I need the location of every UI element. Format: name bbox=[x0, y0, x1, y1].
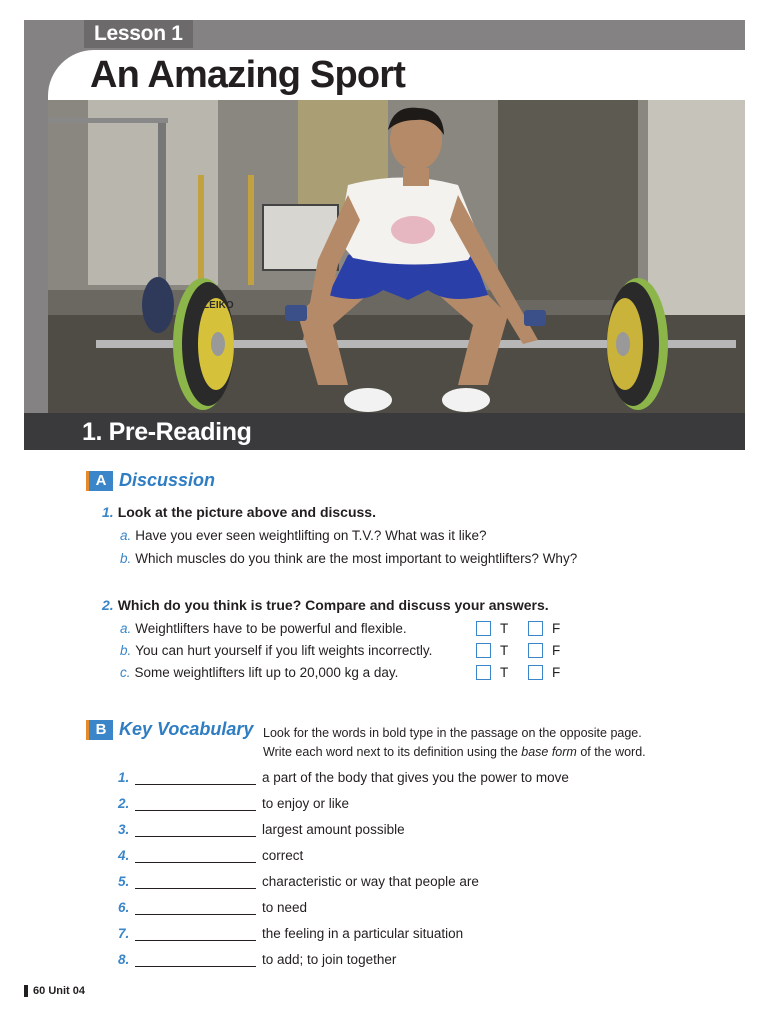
item-letter: b. bbox=[120, 643, 132, 658]
true-checkbox[interactable] bbox=[476, 665, 491, 680]
question-1-item-b bbox=[120, 550, 577, 568]
true-false-row-c bbox=[476, 665, 580, 680]
vocab-row-3 bbox=[118, 822, 405, 837]
item-text: Weightlifters have to be powerful and flexible. bbox=[135, 621, 407, 636]
section-b-letter: B bbox=[86, 720, 113, 740]
page-number: 60 bbox=[33, 985, 46, 997]
vocab-definition: to add; to join together bbox=[262, 952, 397, 967]
true-label: T bbox=[500, 665, 509, 680]
question-2 bbox=[102, 596, 549, 614]
answer-blank[interactable] bbox=[135, 848, 256, 863]
item-letter: b. bbox=[120, 551, 132, 566]
question-2-number: 2. bbox=[102, 597, 114, 613]
question-2-item-a bbox=[120, 620, 407, 638]
section-a-heading bbox=[86, 470, 215, 491]
true-checkbox[interactable] bbox=[476, 643, 491, 658]
false-checkbox[interactable] bbox=[528, 621, 543, 636]
unit-label: Unit 04 bbox=[48, 985, 85, 997]
true-label: T bbox=[500, 621, 509, 636]
item-letter: a. bbox=[120, 528, 132, 543]
lesson-label: Lesson 1 bbox=[84, 20, 193, 48]
question-1 bbox=[102, 503, 376, 521]
vocab-definition: largest amount possible bbox=[262, 822, 405, 837]
item-text: Which muscles do you think are the most important to weightlifters? Why? bbox=[135, 551, 578, 566]
answer-blank[interactable] bbox=[135, 926, 256, 941]
question-1-text: Look at the picture above and discuss. bbox=[117, 504, 376, 520]
footer-bar bbox=[24, 985, 28, 997]
false-checkbox[interactable] bbox=[528, 665, 543, 680]
false-checkbox[interactable] bbox=[528, 643, 543, 658]
section-b-heading bbox=[86, 719, 253, 740]
vocab-row-2 bbox=[118, 796, 349, 811]
item-letter: a. bbox=[120, 621, 132, 636]
vocab-number: 2. bbox=[118, 796, 130, 811]
vocab-definition: the feeling in a particular situation bbox=[262, 926, 464, 941]
question-2-text: Which do you think is true? Compare and discuss your answers. bbox=[117, 597, 549, 613]
true-label: T bbox=[500, 643, 509, 658]
plate-label: ELEIKO bbox=[196, 300, 234, 311]
vocab-number: 6. bbox=[118, 900, 130, 915]
weightlifter-photo bbox=[48, 100, 745, 413]
vocab-number: 7. bbox=[118, 926, 130, 941]
vocabulary-instruction-line-2 bbox=[263, 743, 646, 761]
answer-blank[interactable] bbox=[135, 874, 256, 889]
vocab-definition: to need bbox=[262, 900, 308, 915]
true-false-row-b bbox=[476, 643, 580, 658]
instruction-text: Write each word next to its definition using the bbox=[263, 745, 522, 759]
false-label: F bbox=[552, 643, 561, 658]
vocab-definition: correct bbox=[262, 848, 304, 863]
vocab-row-8 bbox=[118, 952, 396, 967]
instruction-text: of the word. bbox=[576, 745, 646, 759]
vocab-row-6 bbox=[118, 900, 307, 915]
section-a-title: Discussion bbox=[119, 470, 216, 490]
vocab-definition: to enjoy or like bbox=[262, 796, 350, 811]
question-2-item-b bbox=[120, 642, 432, 660]
vocab-number: 5. bbox=[118, 874, 130, 889]
answer-blank[interactable] bbox=[135, 952, 256, 967]
lesson-title: An Amazing Sport bbox=[90, 54, 406, 96]
false-label: F bbox=[552, 665, 561, 680]
false-label: F bbox=[552, 621, 561, 636]
item-text: You can hurt yourself if you lift weights incorrectly. bbox=[135, 643, 433, 658]
pre-reading-banner bbox=[24, 413, 745, 450]
question-2-item-c bbox=[120, 664, 398, 682]
vocab-number: 8. bbox=[118, 952, 130, 967]
true-checkbox[interactable] bbox=[476, 621, 491, 636]
item-letter: c. bbox=[120, 665, 131, 680]
item-text: Some weightlifters lift up to 20,000 kg a day. bbox=[134, 665, 399, 680]
vocab-row-7 bbox=[118, 926, 463, 941]
vocab-row-1 bbox=[118, 770, 569, 785]
page-footer bbox=[24, 985, 85, 997]
section-title: 1. Pre-Reading bbox=[82, 418, 252, 446]
vocab-definition: characteristic or way that people are bbox=[262, 874, 479, 889]
vocab-row-4 bbox=[118, 848, 303, 863]
vocab-number: 3. bbox=[118, 822, 130, 837]
answer-blank[interactable] bbox=[135, 900, 256, 915]
vocab-row-5 bbox=[118, 874, 479, 889]
vocab-definition: a part of the body that gives you the power to move bbox=[262, 770, 569, 785]
question-1-item-a bbox=[120, 527, 486, 545]
vocab-number: 1. bbox=[118, 770, 130, 785]
answer-blank[interactable] bbox=[135, 822, 256, 837]
answer-blank[interactable] bbox=[135, 770, 256, 785]
section-a-letter: A bbox=[86, 471, 113, 491]
item-text: Have you ever seen weightlifting on T.V.? What was it like? bbox=[135, 528, 487, 543]
question-1-number: 1. bbox=[102, 504, 114, 520]
true-false-row-a bbox=[476, 621, 580, 636]
instruction-emphasis: base form bbox=[521, 745, 577, 759]
vocab-number: 4. bbox=[118, 848, 130, 863]
section-b-title: Key Vocabulary bbox=[119, 719, 254, 739]
answer-blank[interactable] bbox=[135, 796, 256, 811]
vocabulary-instruction-line-1: Look for the words in bold type in the passage on the opposite page. bbox=[263, 726, 642, 740]
